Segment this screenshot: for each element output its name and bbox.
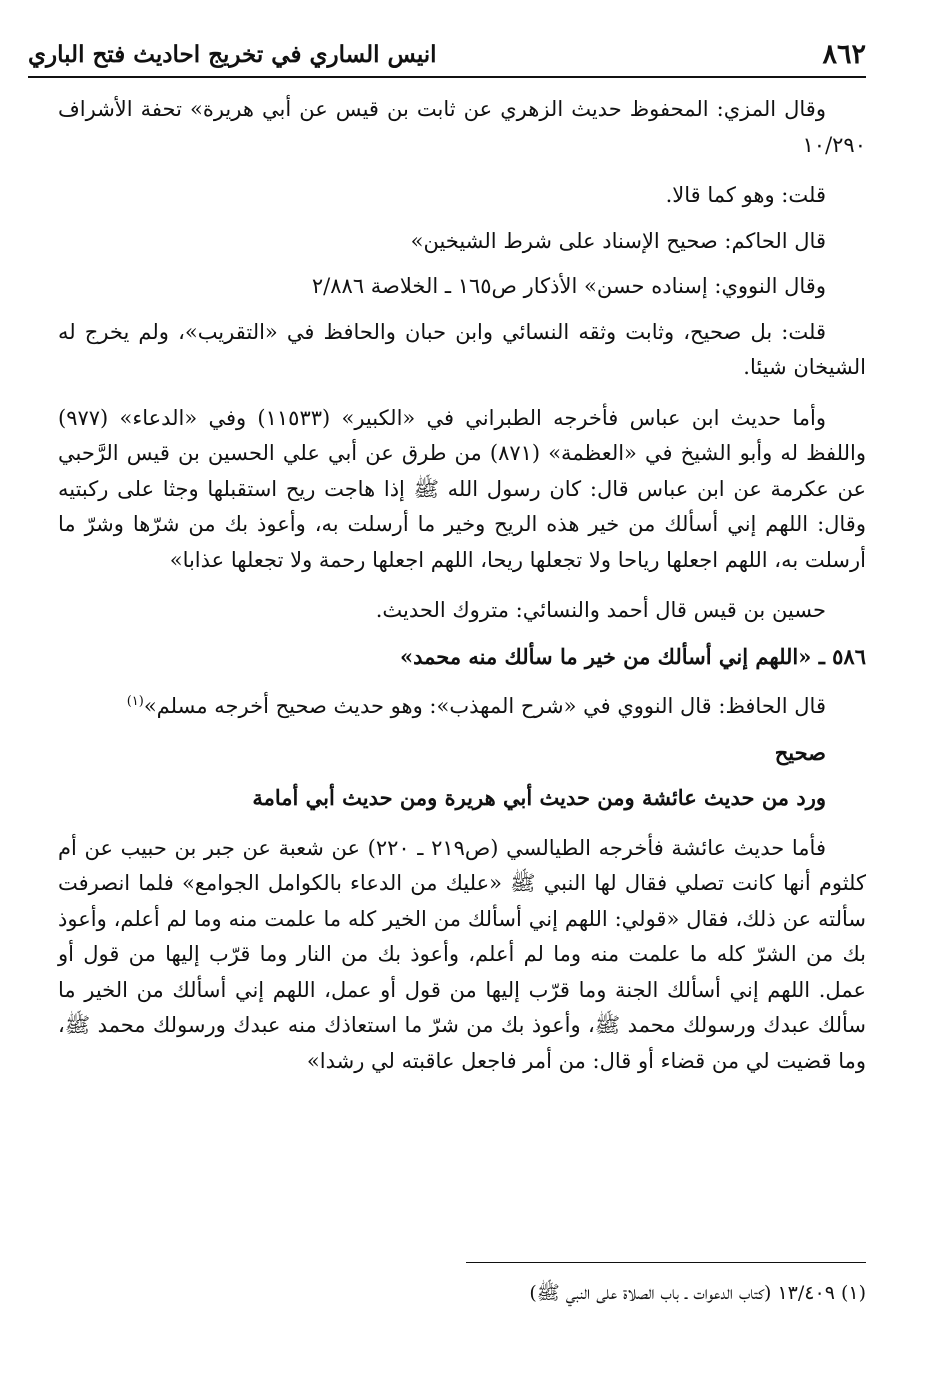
hadith-heading: ٥٨٦ ـ «اللهم إني أسألك من خير ما سألك منه محمد» — [400, 643, 866, 669]
footnote-marker: (١) — [126, 694, 144, 709]
hadith-grade: صحيح — [774, 739, 826, 765]
footnote-divider — [466, 1262, 866, 1263]
paragraph-mizzi: وقال المزي: المحفوظ حديث الزهري عن ثابت بن قيس عن أبي هريرة» تحفة الأشراف ١٠/٢٩٠ — [58, 97, 866, 157]
page-header — [28, 30, 866, 78]
paragraph-nawawi: وقال النووي: إسناده حسن» الأذكار ص١٦٥ ـ الخلاصة ٢/٨٨٦ — [311, 274, 826, 298]
footnote: (١) ١٣/٤٠٩ (كتاب الدعوات ـ باب الصلاة على النبي ﷺ) — [529, 1282, 866, 1304]
ward-line: ورد من حديث عائشة ومن حديث أبي هريرة ومن حديث أبي أمامة — [252, 785, 826, 810]
page-body — [58, 92, 866, 1094]
paragraph-qultu-1: قلت: وهو كما قالا. — [665, 183, 826, 207]
paragraph-ibn-abbas: وأما حديث ابن عباس فأخرجه الطبراني في «الكبير» (١١٥٣٣) وفي «الدعاء» (٩٧٧) واللفظ له وأبو الشيخ في «العظمة» (٨٧١) من طرق عن أبي علي الحسين بن قيس الرَّحبي عن عكرمة عن ابن عباس قال: كان رسول الله ﷺ إذا هاجت ريح استقبلها وجثا على ركبتيه وقال: اللهم إني أسألك من خير هذه الريح وخير ما أرسلت به، وأعوذ بك من شرّها وشرّ ما أرسلت به، اللهم اجعلها رياحا ولا تجعلها ريحا، اللهم اجعلها رحمة ولا تجعلها عذابا» — [58, 405, 867, 572]
paragraph-hakim: قال الحاكم: صحيح الإسناد على شرط الشيخين» — [410, 228, 826, 253]
paragraph-qultu-2: قلت: بل صحيح، وثابت وثقه النسائي وابن حبان والحافظ في «التقريب»، ولم يخرج له الشيخان شيئا. — [58, 319, 866, 379]
running-title: انيس الساري في تخريج احاديث فتح الباري — [28, 41, 437, 68]
paragraph-aisha: فأما حديث عائشة فأخرجه الطيالسي (ص٢١٩ ـ ٢٢٠) عن شعبة عن جبر بن حبيب عن أم كلثوم أنها كانت تصلي فقال لها النبي ﷺ «عليك من الدعاء بالكوامل الجوامع» فلما انصرفت سألته عن ذلك، فقال «قولي: اللهم إني أسألك من الخير كله ما علمت منه وما لم أعلم، وأعوذ بك من الشرّ كله ما علمت منه وما لم أعلم، وأعوذ بك من النار وما قرّب إليها من قول أو عمل. اللهم إني أسألك الجنة وما قرّب إليها من قول أو عمل، اللهم إني أسألك من الخير ما سألك عبدك ورسولك محمد ﷺ، وأعوذ بك من شرّ ما استعاذك منه عبدك ورسولك محمد ﷺ، وما قضيت لي من قضاء أو قال: من أمر فاجعل عاقبته لي رشدا» — [58, 835, 866, 1073]
page-number: ٨٦٢ — [822, 39, 866, 70]
hafiz-text: قال الحافظ: قال النووي في «شرح المهذب»: وهو حديث صحيح أخرجه مسلم» — [143, 694, 826, 718]
paragraph-hafiz — [58, 684, 866, 725]
paragraph-husayn: حسين بن قيس قال أحمد والنسائي: متروك الحديث. — [375, 598, 826, 622]
